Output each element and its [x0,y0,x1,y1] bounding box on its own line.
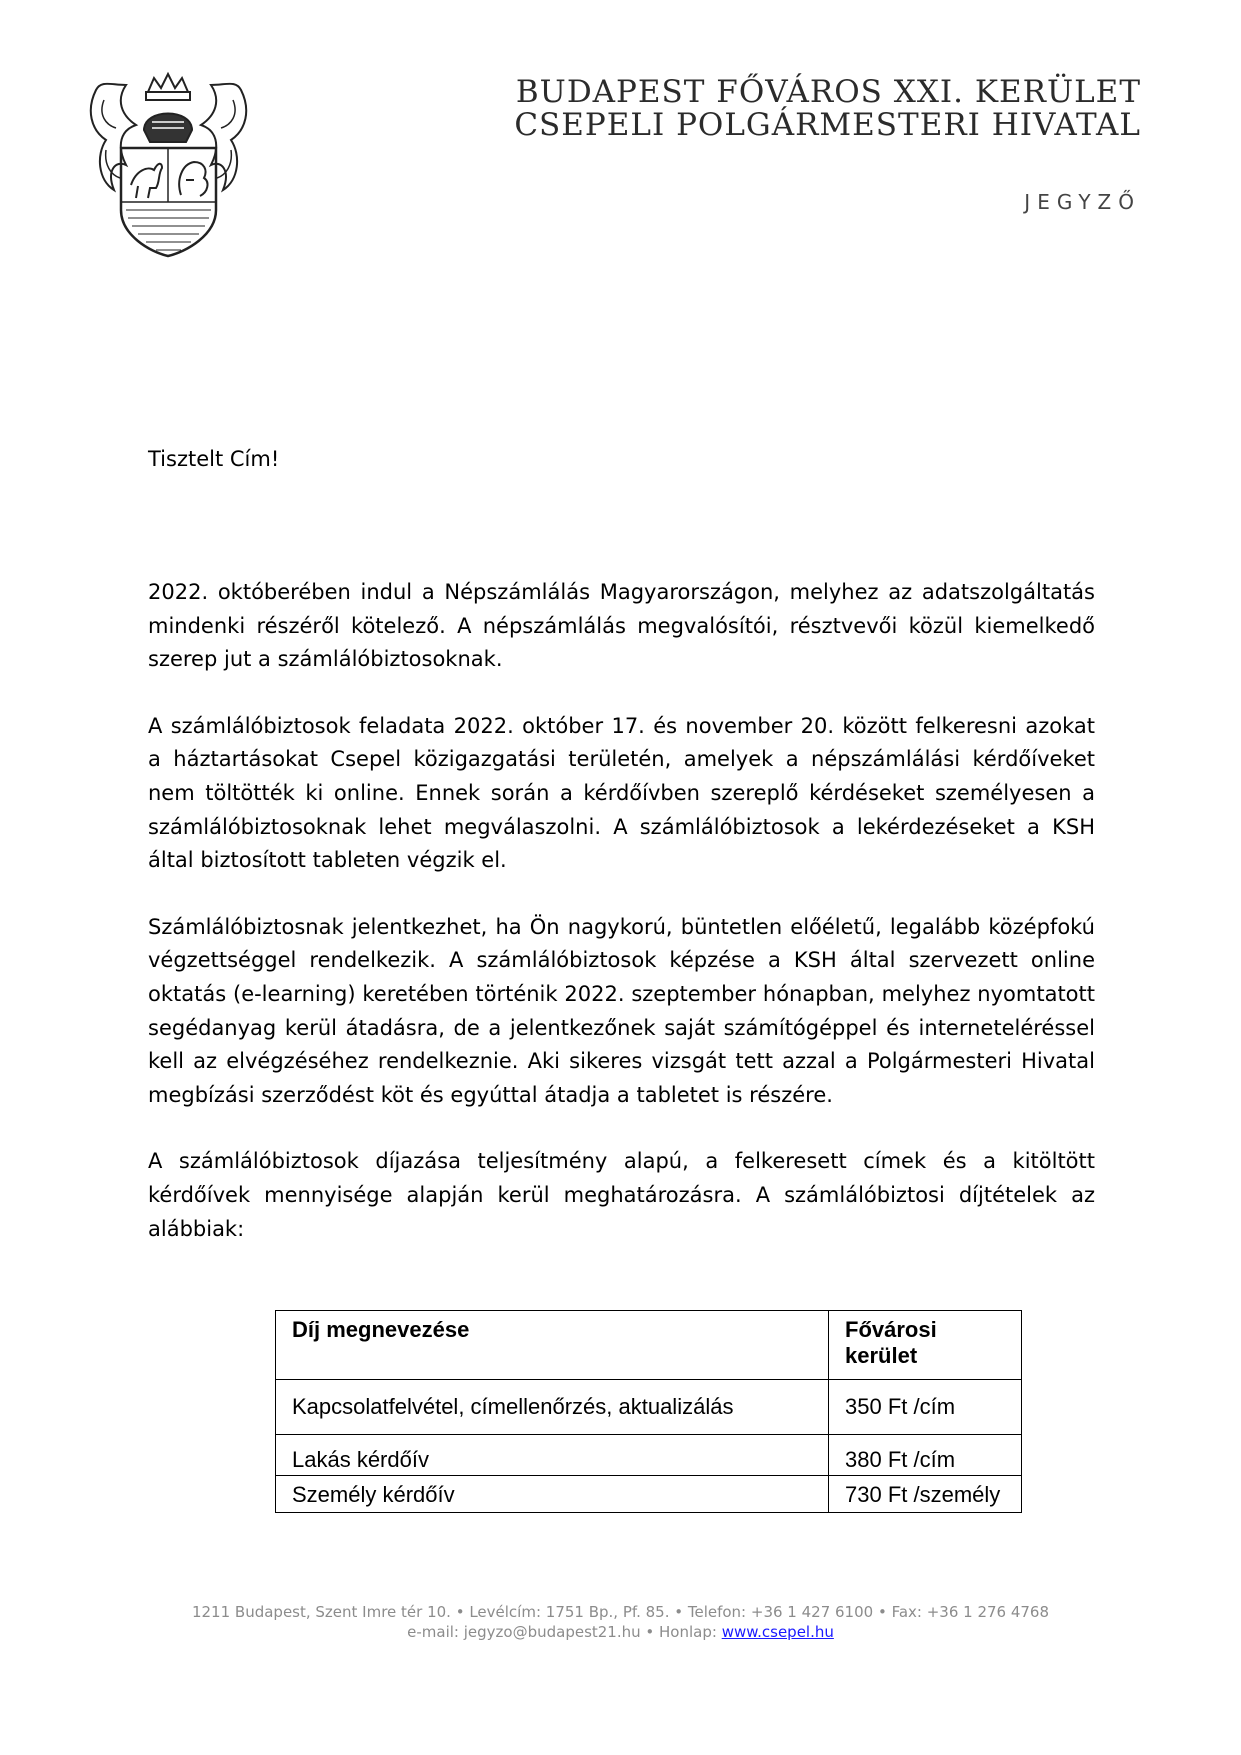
table-row [276,1435,1022,1476]
footer-address: 1211 Budapest, Szent Imre tér 10. • Levélcím: 1751 Bp., Pf. 85. • Telefon: +36 1 427 6100 • Fax: +36 1 276 4768 [191,1603,1050,1621]
footer-email: e-mail: jegyzo@budapest21.hu • Honlap: [407,1623,722,1641]
table-row [276,1380,1022,1435]
letter-body [148,576,1095,1279]
footer-contact [0,1622,1241,1642]
paragraph: A számlálóbiztosok díjazása teljesítmény alapú, a felkeresett címek és a kitöltött kérdőívek mennyisége alapján kerül meghatározásra. A számlálóbiztosi díjtételek az alábbiak: [148,1149,1095,1241]
org-line-1: BUDAPEST FŐVÁROS XXI. KERÜLET [515,74,1141,110]
column-header-district: Fővárosi kerület [829,1311,1022,1380]
table-header-row [276,1311,1022,1380]
fee-name-cell: Lakás kérdőív [276,1435,829,1476]
fee-value-cell: 730 Ft /személy [829,1476,1022,1513]
paragraph: Számlálóbiztosnak jelentkezhet, ha Ön nagykorú, büntetlen előéletű, legalább középfokú végzettséggel rendelkezik. A számlálóbiztosok képzése a KSH által szervezett online oktatás (e-learning) keretében történik 2022. szeptember hónapban, melyhez nyomtatott segédanyag kerül átadásra, de a jelentkezőnek saját számítógéppel és interneteléréssel kell az elvégzéséhez rendelkeznie. Aki sikeres vizsgát tett azzal a Polgármesteri Hivatal megbízási szerződést köt és egyúttal átadja a tabletet is részére. [148,914,1095,1107]
fee-name-cell: Kapcsolatfelvétel, címellenőrzés, aktualizálás [276,1380,829,1435]
coat-of-arms-icon [86,70,251,260]
footer [0,1602,1241,1642]
fee-table [275,1310,1022,1513]
fee-name-cell: Személy kérdőív [276,1476,829,1513]
org-role: JEGYZŐ [1024,190,1141,214]
fee-value-cell: 350 Ft /cím [829,1380,1022,1435]
table-row [276,1476,1022,1513]
paragraph: 2022. októberében indul a Népszámlálás Magyarországon, melyhez az adatszolgáltatás mindenki részéről kötelező. A népszámlálás megvalósítói, résztvevői közül kiemelkedő szerep jut a számlálóbiztosoknak. [148,580,1095,672]
org-line-2: CSEPELI POLGÁRMESTERI HIVATAL [514,107,1141,143]
salutation: Tisztelt Cím! [148,447,280,471]
fee-value-cell: 380 Ft /cím [829,1435,1022,1476]
website-link[interactable]: www.csepel.hu [721,1623,834,1641]
column-header-fee-name: Díj megnevezése [276,1311,829,1380]
organization-name [514,76,1141,142]
paragraph: A számlálóbiztosok feladata 2022. október 17. és november 20. között felkeresni azokat a háztartásokat Csepel közigazgatási területén, amelyek a népszámlálási kérdőíveket nem töltötték ki online. Ennek során a kérdőívben szereplő kérdéseket személyesen a számlálóbiztosoknak lehet megválaszolni. A számlálóbiztosok a lekérdezéseket a KSH által biztosított tableten végzik el. [148,713,1095,873]
